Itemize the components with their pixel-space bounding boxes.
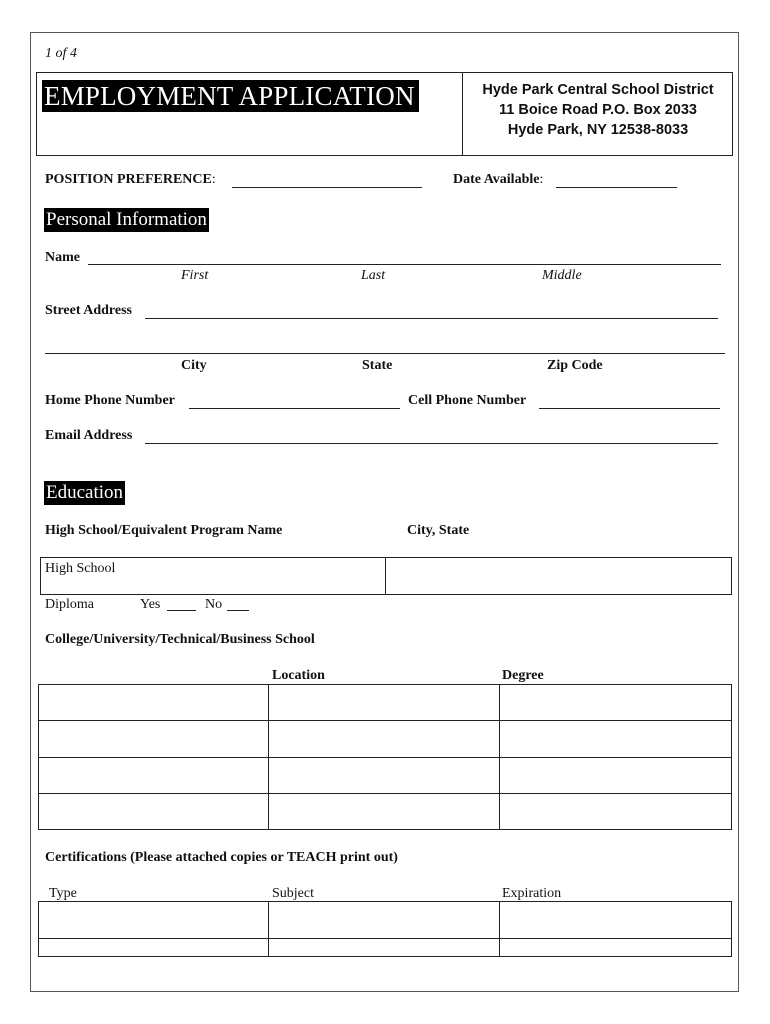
diploma-no-field[interactable] [227, 610, 249, 611]
state-caption: State [362, 358, 393, 373]
zip-caption: Zip Code [547, 358, 603, 373]
cell-phone-label: Cell Phone Number [408, 393, 527, 408]
high-school-city-state-cell[interactable] [390, 560, 728, 592]
certifications-table [38, 901, 732, 957]
education-heading: Education [46, 482, 124, 503]
page-number: 1 of 4 [45, 46, 77, 61]
high-school-label: High School/Equivalent Program Name [45, 523, 283, 538]
street-address-label: Street Address [45, 303, 132, 318]
position-preference-field[interactable] [232, 187, 422, 188]
diploma-yes-field[interactable] [167, 610, 196, 611]
district-city: Hyde Park, NY 12538-8033 [507, 122, 689, 138]
college-table-row-divider [38, 720, 732, 721]
email-label: Email Address [45, 428, 133, 443]
district-name: Hyde Park Central School District [482, 82, 714, 98]
page-title: EMPLOYMENT APPLICATION [42, 80, 419, 112]
date-available-label: Date Available: [453, 172, 544, 187]
high-school-table-divider [385, 557, 386, 595]
personal-information-heading: Personal Information [46, 209, 207, 230]
city-state-zip-field[interactable] [45, 353, 725, 354]
name-last-caption: Last [361, 268, 386, 283]
cell-phone-field[interactable] [539, 408, 720, 409]
name-field[interactable] [88, 264, 721, 265]
diploma-yes-label: Yes [140, 597, 161, 612]
high-school-name-cell[interactable]: High School [45, 561, 116, 576]
street-address-field[interactable] [145, 318, 718, 319]
cert-table-row-divider [38, 938, 732, 939]
degree-header: Degree [502, 668, 544, 683]
cert-type-header: Type [49, 886, 77, 901]
home-phone-field[interactable] [189, 408, 400, 409]
name-label: Name [45, 250, 80, 265]
college-table-row-divider [38, 793, 732, 794]
name-middle-caption: Middle [542, 268, 582, 283]
location-header: Location [272, 668, 325, 683]
college-table-row-divider [38, 757, 732, 758]
cert-expiration-header: Expiration [502, 886, 562, 901]
date-available-field[interactable] [556, 187, 677, 188]
home-phone-label: Home Phone Number [45, 393, 175, 408]
cert-subject-header: Subject [272, 886, 314, 901]
hs-city-state-label: City, State [407, 523, 470, 538]
email-field[interactable] [145, 443, 718, 444]
college-label: College/University/Technical/Business School [45, 632, 315, 647]
certifications-heading: Certifications (Please attached copies or TEACH print out) [45, 850, 398, 865]
district-info [463, 80, 733, 140]
cert-table-col-divider [268, 901, 269, 957]
district-address: 11 Boice Road P.O. Box 2033 [499, 102, 697, 118]
city-caption: City [181, 358, 207, 373]
position-preference-label: POSITION PREFERENCE: [45, 172, 216, 187]
diploma-no-label: No [205, 597, 223, 612]
diploma-label: Diploma [45, 597, 94, 612]
cert-table-col-divider [499, 901, 500, 957]
name-first-caption: First [181, 268, 209, 283]
